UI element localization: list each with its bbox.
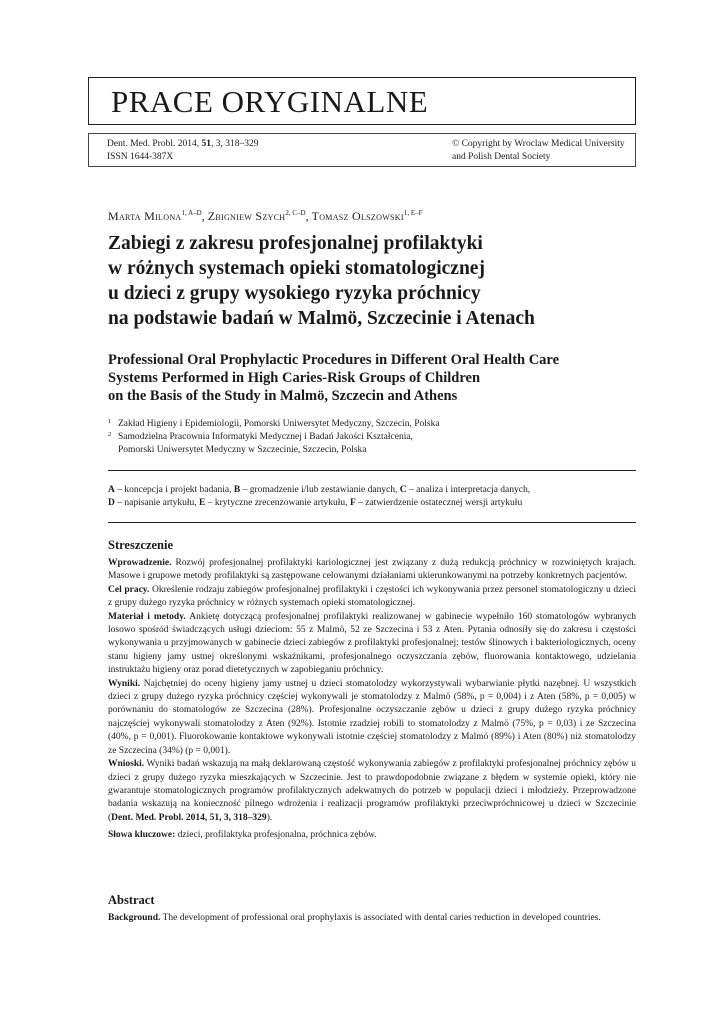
affiliation-item: 1 Zakład Higieny i Epidemiologii, Pomorski Uniwersytet Medyczny, Szczecin, Polska — [108, 418, 440, 429]
article-title-english: Professional Oral Prophylactic Procedures in Different Oral Health Care Systems Performed in High Caries-Risk Groups of Children on the Basis of the Study in Malmö, Szczecin and Athens — [108, 352, 560, 404]
author-name: Marta Milona — [108, 209, 182, 223]
section-banner — [88, 77, 636, 125]
results-paragraph: Wyniki. Najchętniej do oceny higieny jamy ustnej u dzieci stomatolodzy wykorzystywali wybarwianie płytki nazębnej. U wszystkich dzieci z grupy dużego ryzyka próchnicy częściej wykonywali je stomatolodzy z Malmö (58%, p = 0,004) i z Aten (58%, p = 0,005) w porównaniu do stomatologów ze Szczecina (28%). Profesjonalne oczyszczanie zębów u dzieci z grupy dużego ryzyka próchnicy najczęściej wykonywali stomatolodzy z Aten (92%). Istotnie rzadziej robili to stomatolodzy z Malmö (75%, p = 0,03) i ze Szczecina (40%, p = 0,001). Fluorokowanie kontaktowe wykonywali istotnie częściej stomatolodzy z Malmö (89%) i Aten (80%) niż stomatolodzy ze Szczecina (34%) (p = 0,001). — [108, 678, 636, 756]
issn: ISSN 1644-387X — [107, 152, 174, 162]
author-contributions: A – koncepcja i projekt badania, B – gromadzenie i/lub zestawianie danych, C – analiza i interpretacja danych, D – napisanie artykułu, E – krytyczne zrecenzowanie artykułu, F – zatwierdzenie ostatecznej wersji artykułu — [108, 485, 531, 508]
journal-meta-box — [88, 133, 636, 167]
streszczenie-heading: Streszczenie — [108, 538, 174, 552]
conclusions-paragraph: Wnioski. Wyniki badań wskazują na małą deklarowaną częstość wykonywania zabiegów z profilaktyki profesjonalnej próchnicy zębów u dzieci z grupy dużego ryzyka mieszkających w Szczecinie. Jest to prawdopodobnie związane z błędem w systemie opieki, który nie gwarantuje stomatologicznych programów profilaktycznych adekwatnych do potrzeb w populacji dzieci i młodzieży. Przeprowadzone badania wskazują na konieczność pilnego wdrożenia i realizacji programów profilaktyki przeciwpróchnicowej u dzieci w Szczecinie (Dent. Med. Probl. 2014, 51, 3, 318–329). — [108, 759, 636, 823]
divider — [108, 470, 636, 471]
affiliations — [108, 418, 628, 457]
author-name: Zbigniew Szych — [207, 209, 286, 223]
keywords-paragraph: Słowa kluczowe: dzieci, profilaktyka profesjonalna, próchnica zębów. — [108, 830, 377, 841]
author-name: Tomasz Olszowski — [311, 209, 404, 223]
aim-paragraph: Cel pracy. Określenie rodzaju zabiegów profesjonalnej profilaktyki i częstości ich wykonywania przez personel stomatologiczny u dzieci z grupy dużego ryzyka próchnicy w różnych systemach opieki stomatologicznej. — [108, 584, 636, 609]
abstract-body — [108, 912, 636, 925]
author-list: Marta Milona$^{1, A-D}$, Zbigniew Szych$^{2, C-D}$, Tomasz Olszowski$^{1, E-F}$ — [108, 209, 423, 223]
article-title-polish: Zabiegi z zakresu profesjonalnej profilaktyki w różnych systemach opieki stomatologicznej u dzieci z grupy wysokiego ryzyka próchnicy na podstawie badań w Malmö, Szczecinie i Atenach — [108, 233, 535, 329]
section-banner-title: PRACE ORYGINALNE — [111, 84, 429, 119]
intro-paragraph: Wprowadzenie. Rozwój profesjonalnej profilaktyki kariologicznej jest związany z dużą redukcją próchnicy w rozwiniętych krajach. Masowe i grupowe metody profilaktyki są zastępowane celowanymi działaniami ukierunkowanymi na potrzeby konkretnych pacjentów. — [108, 558, 636, 582]
affiliation-item: 2 Samodzielna Pracownia Informatyki Medycznej i Badań Jakości Kształcenia, — [108, 431, 413, 442]
affiliation-item: Pomorski Uniwersytet Medyczny w Szczecinie, Szczecin, Polska — [118, 445, 367, 455]
copyright-notice: © Copyright by Wroclaw Medical University and Polish Dental Society — [452, 139, 625, 162]
background-paragraph: Background. The development of professional oral prophylaxis is associated with dental caries reduction in developed countries. — [108, 913, 601, 923]
journal-reference: Dent. Med. Probl. 2014, 51, 3, 318–329 ISSN 1644-387X — [107, 139, 259, 162]
abstract-heading: Abstract — [108, 893, 155, 907]
methods-paragraph: Materiał i metody. Ankietę dotyczącą profesjonalnej profilaktyki realizowanej w gabinecie wypełniło 160 stomatologów wybranych losowo spośród świadczących usługi dzieciom: 55 z Malmö, 52 ze Szczecina i 53 z Aten. Pytania odnosiły się do zakresu i częstości wykonywania u przyjmowanych w gabinecie dzieci zabiegów z profilaktyki profesjonalnej: testów ślinowych i bakteriologicznych, oceny stanu higieny jamy ustnej określonymi wskaźnikami, profesjonalnego oczyszczania zębów, fluorowania kontaktowego, udzielania instruktażu higieny oraz porad dietetycznych w zapobieganiu próchnicy. — [108, 611, 636, 676]
streszczenie-body — [108, 557, 636, 843]
divider — [108, 522, 636, 523]
